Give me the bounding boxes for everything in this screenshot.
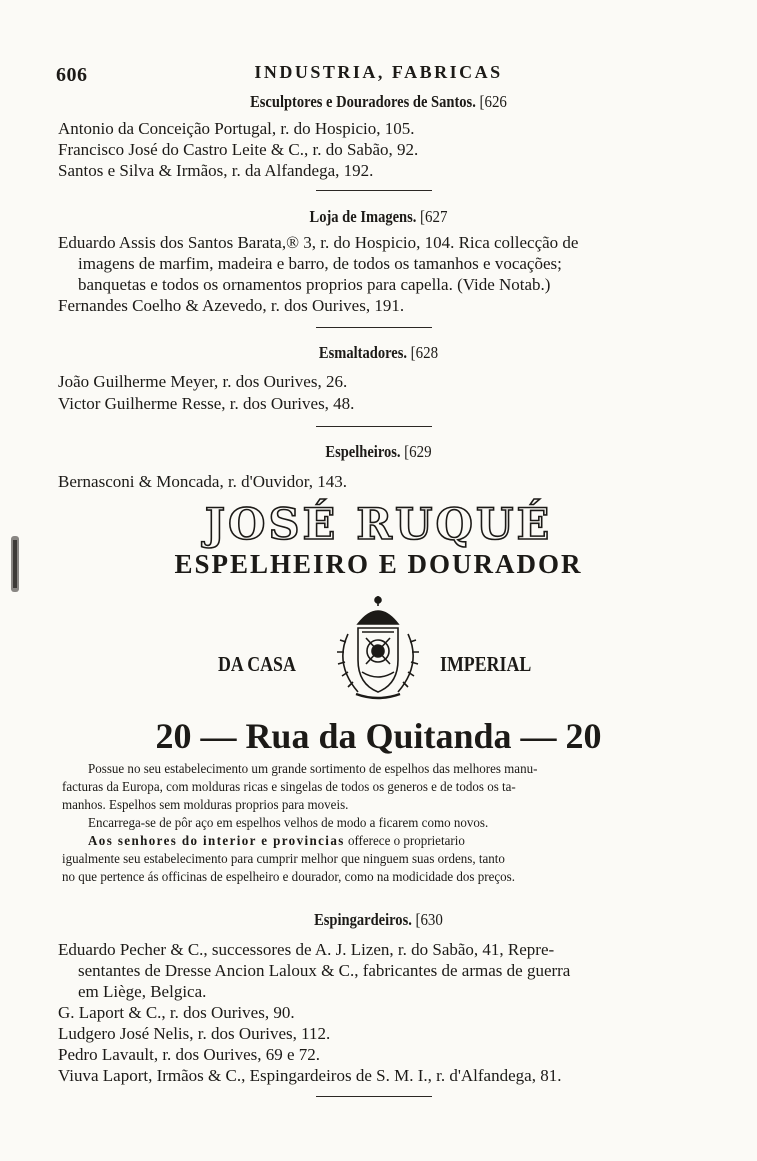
ad-text-line: facturas da Europa, com molduras ricas e singelas de todos os generos e de todos os ta- [62, 780, 516, 795]
section-divider [316, 426, 432, 427]
list-item: Fernandes Coelho & Azevedo, r. dos Ourives, 191. [58, 296, 405, 315]
section-title: Esmaltadores. [318, 343, 408, 362]
section-title: Espelheiros. [325, 442, 401, 461]
section-title: Esculptores e Douradores de Santos. [250, 92, 476, 111]
section-number: [627 [420, 207, 448, 226]
ad-text-line: igualmente seu estabelecimento para cumprir melhor que ninguem suas ordens, tanto [62, 852, 505, 867]
ad-text-line: Possue no seu estabelecimento um grande sortimento de espelhos das melhores manu- [88, 762, 538, 777]
section-title: Espingardeiros. [314, 910, 412, 929]
section-heading-espingardeiros [45, 910, 711, 930]
page-number: 606 [56, 64, 88, 86]
list-item: Santos e Silva & Irmãos, r. da Alfandega, 192. [58, 161, 374, 180]
section-divider [316, 327, 432, 328]
section-heading-esculptores [45, 92, 711, 112]
section-heading-espelheiros [45, 442, 711, 462]
list-item: João Guilherme Meyer, r. dos Ourives, 26. [58, 372, 348, 391]
list-item-continuation: banquetas e todos os ornamentos proprios para capella. (Vide Notab.) [78, 275, 551, 294]
list-item-continuation: sentantes de Dresse Ancion Laloux & C., fabricantes de armas de guerra [78, 961, 571, 980]
ad-text-line [88, 834, 465, 850]
section-number: [628 [410, 343, 439, 362]
section-divider [316, 1096, 432, 1097]
advertiser-trade: ESPELHEIRO E DOURADOR [174, 549, 583, 579]
section-divider [316, 190, 432, 191]
list-item: Bernasconi & Moncada, r. d'Ouvidor, 143. [58, 472, 347, 491]
section-number: [626 [479, 92, 507, 111]
ad-text-line: no que pertence ás officinas de espelheiro e dourador, como na modicidade dos preços. [62, 870, 515, 885]
list-item: Eduardo Assis dos Santos Barata,® 3, r. do Hospicio, 104. Rica collecção de [58, 233, 579, 252]
list-item-continuation: em Liège, Belgica. [78, 982, 207, 1001]
section-heading-esmaltadores [45, 343, 711, 363]
list-item: Francisco José do Castro Leite & C., r. do Sabão, 92. [58, 140, 419, 159]
list-item: Pedro Lavault, r. dos Ourives, 69 e 72. [58, 1045, 321, 1064]
advertiser-name: JOSÉ RUQUÉ [204, 500, 553, 550]
list-item: Eduardo Pecher & C., successores de A. J. Lizen, r. do Sabão, 41, Repre- [58, 940, 555, 959]
margin-ornament-icon [8, 536, 22, 592]
crest-caption-left: DA CASA [218, 652, 296, 676]
list-item: Ludgero José Nelis, r. dos Ourives, 112. [58, 1024, 331, 1043]
section-title: Loja de Imagens. [309, 207, 417, 226]
list-item: G. Laport & C., r. dos Ourives, 90. [58, 1003, 295, 1022]
ad-text-fragment: offerece o proprietario [344, 834, 465, 849]
list-item: Victor Guilherme Resse, r. dos Ourives, 48. [58, 394, 355, 413]
section-number: [629 [404, 442, 432, 461]
crest-caption-right: IMPERIAL [440, 652, 532, 676]
ad-text-line: manhos. Espelhos sem molduras proprios para moveis. [62, 798, 349, 813]
section-heading-loja-imagens [45, 207, 711, 227]
running-title: INDUSTRIA, FABRICAS [254, 62, 503, 82]
imperial-coat-of-arms-icon [328, 594, 428, 704]
list-item: Antonio da Conceição Portugal, r. do Hospicio, 105. [58, 119, 415, 138]
list-item-continuation: imagens de marfim, madeira e barro, de todos os tamanhos e vocações; [78, 254, 562, 273]
list-item: Viuva Laport, Irmãos & C., Espingardeiros de S. M. I., r. d'Alfandega, 81. [58, 1066, 562, 1085]
ad-highlight: Aos senhores do interior e provincias [88, 834, 345, 849]
advertiser-address: 20 — Rua da Quitanda — 20 [155, 716, 602, 756]
section-number: [630 [415, 910, 443, 929]
ad-text-line: Encarrega-se de pôr aço em espelhos velhos de modo a ficarem como novos. [88, 816, 489, 831]
